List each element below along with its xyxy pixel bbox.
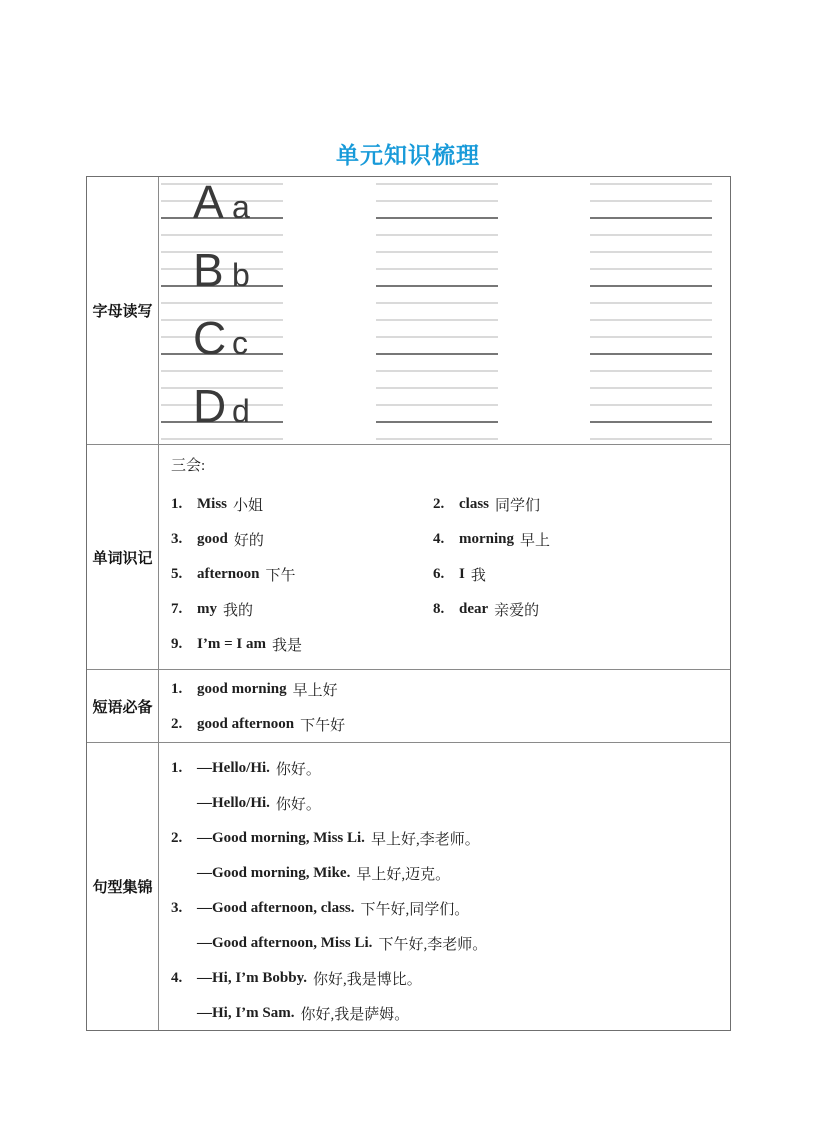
phrase-english: good morning xyxy=(197,681,287,697)
item-number: 4. xyxy=(171,970,183,986)
sentence-chinese: 你好。 xyxy=(275,762,321,778)
table-row-words xyxy=(87,444,730,669)
item-number: 2. xyxy=(171,830,183,846)
phrase-english: good afternoon xyxy=(197,716,295,732)
word-chinese: 同学们 xyxy=(495,498,541,514)
word-item xyxy=(171,522,433,557)
sentence-chinese: 早上好,迈克。 xyxy=(356,867,451,883)
phrase-item xyxy=(171,672,722,707)
practice-column-with-letters xyxy=(161,183,283,444)
practice-letter-uppercase: B xyxy=(193,251,224,296)
word-english: class xyxy=(459,496,489,512)
sentence-item xyxy=(171,821,722,891)
practice-letter-lowercase: d xyxy=(232,393,250,429)
practice-column-blank xyxy=(590,183,712,444)
sentence-english: —Hi, I’m Bobby. xyxy=(197,970,308,986)
word-english: Miss xyxy=(197,496,227,512)
word-english: dear xyxy=(459,601,489,617)
knowledge-table xyxy=(86,176,731,1031)
word-english: I xyxy=(459,566,465,582)
word-chinese: 下午 xyxy=(265,568,296,584)
sentence-chinese: 你好,我是萨姆。 xyxy=(300,1007,410,1023)
word-item xyxy=(171,627,433,662)
item-number: 4. xyxy=(433,531,445,547)
four-line-grid xyxy=(161,319,283,372)
four-line-grid xyxy=(590,251,712,304)
row-header-words: 单词识记 xyxy=(87,445,159,669)
item-number: 1. xyxy=(171,496,183,512)
table-row-letters xyxy=(87,177,730,444)
dialogue-line xyxy=(171,821,722,856)
word-item xyxy=(433,487,722,522)
item-number: 7. xyxy=(171,601,183,617)
word-english: afternoon xyxy=(197,566,260,582)
four-line-grid xyxy=(376,251,498,304)
sentence-item xyxy=(171,961,722,1031)
phrase-chinese: 早上好 xyxy=(292,683,338,699)
sentence-english: —Good morning, Mike. xyxy=(197,865,351,881)
word-chinese: 我的 xyxy=(223,603,254,619)
sentence-english: —Good afternoon, Miss Li. xyxy=(197,935,373,951)
item-number: 3. xyxy=(171,531,183,547)
sentence-chinese: 下午好,李老师。 xyxy=(378,937,488,953)
word-item xyxy=(433,522,722,557)
practice-letter-lowercase: c xyxy=(232,325,248,361)
item-number: 2. xyxy=(433,496,445,512)
four-line-grid xyxy=(590,387,712,440)
item-number: 3. xyxy=(171,900,183,916)
dialogue-line xyxy=(171,961,722,996)
item-number: 5. xyxy=(171,566,183,582)
four-line-grid xyxy=(376,183,498,236)
dialogue-line xyxy=(171,856,722,891)
letter-practice-area xyxy=(159,177,730,444)
word-item xyxy=(433,557,722,592)
word-item xyxy=(171,592,433,627)
dialogue-line xyxy=(171,926,722,961)
dialogue-line xyxy=(171,996,722,1031)
four-line-grid xyxy=(161,387,283,440)
four-line-grid xyxy=(161,183,283,236)
sentence-item xyxy=(171,891,722,961)
word-english: I’m = I am xyxy=(197,636,266,652)
phrase-item xyxy=(171,707,722,742)
word-list-heading: 三会: xyxy=(171,458,206,474)
row-header-phrases: 短语必备 xyxy=(87,670,159,742)
sentence-english: —Hello/Hi. xyxy=(197,760,270,776)
four-line-grid xyxy=(376,387,498,440)
word-item xyxy=(171,487,433,522)
practice-letter-lowercase: b xyxy=(232,257,250,293)
sentence-english: —Hi, I’m Sam. xyxy=(197,1005,295,1021)
page-title: 单元知识梳理 xyxy=(336,142,480,168)
four-line-grid xyxy=(376,319,498,372)
word-chinese: 我 xyxy=(470,568,486,584)
item-number: 8. xyxy=(433,601,445,617)
four-line-grid xyxy=(590,183,712,236)
sentence-chinese: 你好。 xyxy=(275,797,321,813)
practice-column-blank xyxy=(376,183,498,444)
phrase-list-area xyxy=(159,670,730,742)
dialogue-line xyxy=(171,751,722,786)
word-chinese: 早上 xyxy=(520,533,551,549)
four-line-grid xyxy=(161,251,283,304)
sentence-item xyxy=(171,751,722,821)
practice-letter-uppercase: A xyxy=(193,183,224,228)
word-chinese: 小姐 xyxy=(233,498,264,514)
word-list xyxy=(171,487,722,662)
sentence-chinese: 下午好,同学们。 xyxy=(360,902,470,918)
row-header-sentences: 句型集锦 xyxy=(87,743,159,1030)
item-number: 2. xyxy=(171,716,183,732)
word-list-area xyxy=(159,445,730,669)
sentence-list-area xyxy=(159,743,730,1030)
word-english: morning xyxy=(459,531,515,547)
table-row-phrases xyxy=(87,669,730,742)
row-header-letters: 字母读写 xyxy=(87,177,159,444)
sentence-chinese: 早上好,李老师。 xyxy=(370,832,480,848)
sentence-english: —Good afternoon, class. xyxy=(197,900,355,916)
word-item xyxy=(171,557,433,592)
item-number: 9. xyxy=(171,636,183,652)
sentence-english: —Hello/Hi. xyxy=(197,795,270,811)
word-chinese: 我是 xyxy=(271,638,302,654)
item-number: 6. xyxy=(433,566,445,582)
practice-letter-lowercase: a xyxy=(232,189,250,225)
sentence-english: —Good morning, Miss Li. xyxy=(197,830,365,846)
practice-letter-uppercase: C xyxy=(193,319,227,364)
phrase-chinese: 下午好 xyxy=(300,718,346,734)
item-number: 1. xyxy=(171,760,183,776)
word-chinese: 好的 xyxy=(233,533,264,549)
word-english: my xyxy=(197,601,217,617)
four-line-grid xyxy=(590,319,712,372)
table-row-sentences xyxy=(87,742,730,1030)
practice-letter-uppercase: D xyxy=(193,387,227,432)
word-chinese: 亲爱的 xyxy=(494,603,540,619)
item-number: 1. xyxy=(171,681,183,697)
dialogue-line xyxy=(171,891,722,926)
sentence-chinese: 你好,我是博比。 xyxy=(313,972,422,988)
dialogue-line xyxy=(171,786,722,821)
word-item xyxy=(433,592,722,627)
word-english: good xyxy=(197,531,228,547)
